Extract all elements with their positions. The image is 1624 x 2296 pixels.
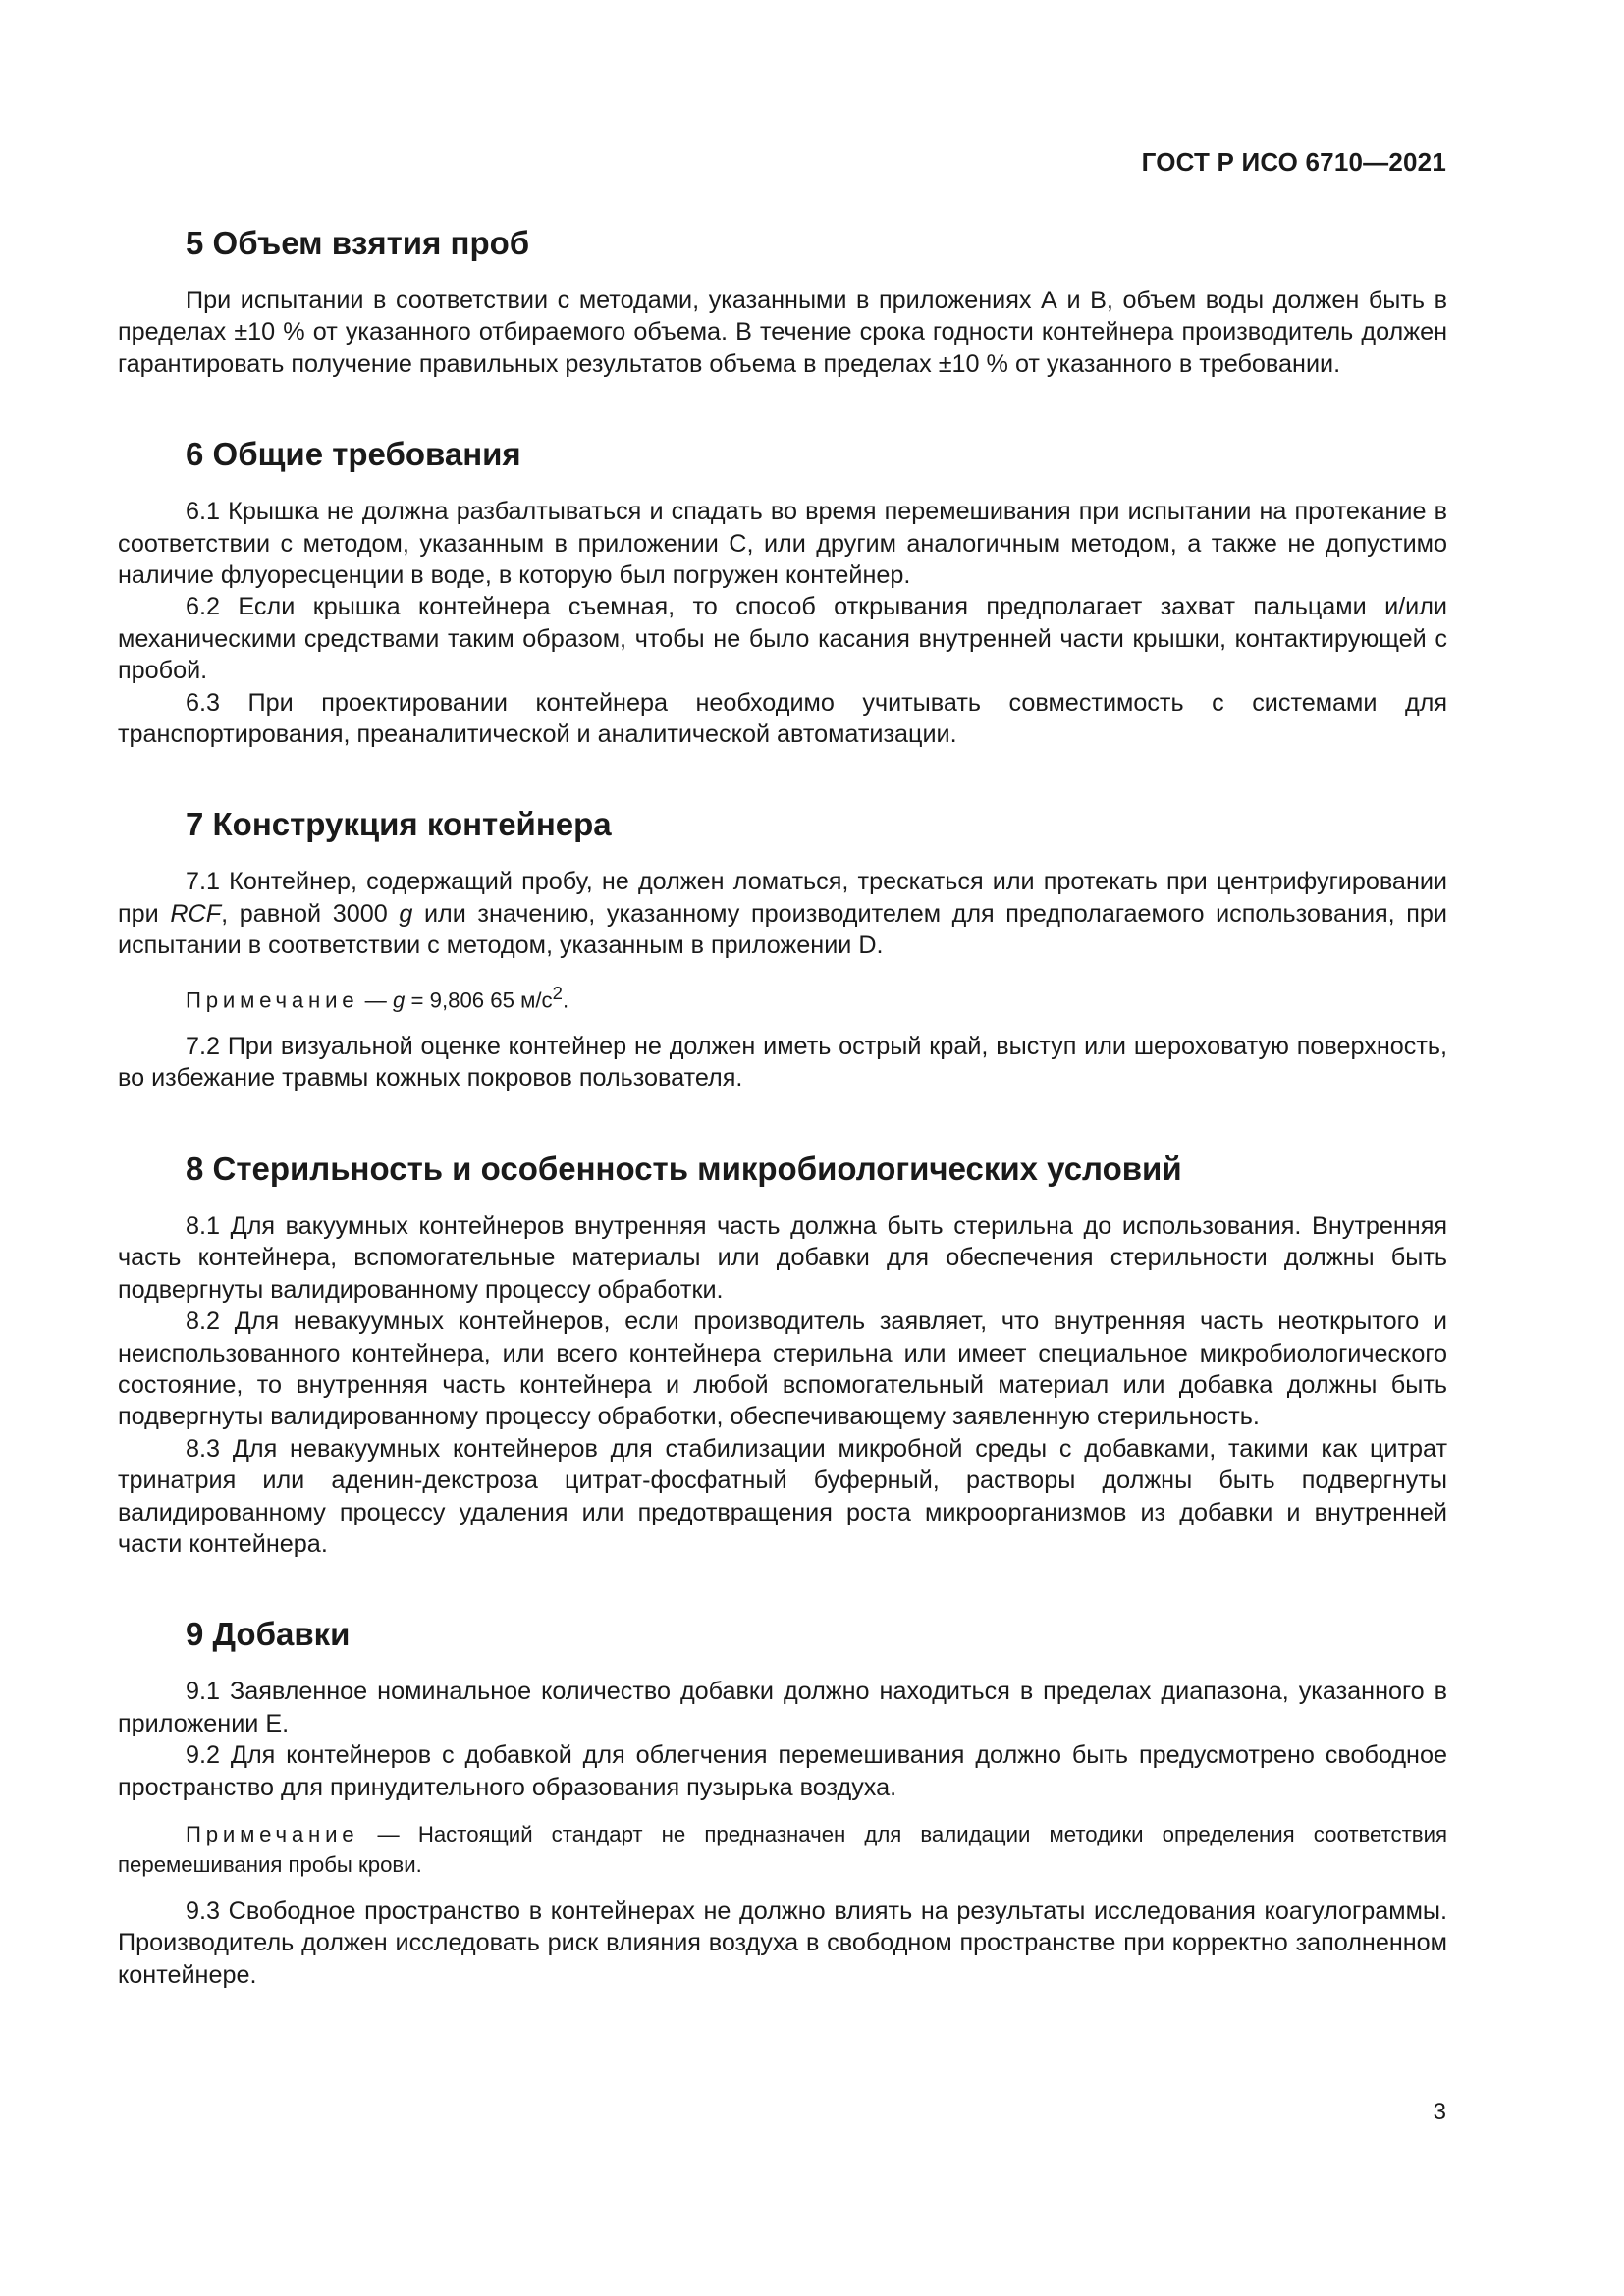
note-value: = 9,806 65 м/с xyxy=(405,988,553,1013)
clause-9-2: 9.2 Для контейнеров с добавкой для облегчения перемешивания должно быть предусмотрено свободное пространство для принудительного образования пузырька воздуха. xyxy=(118,1741,1447,1801)
clause-6-2: 6.2 Если крышка контейнера съемная, то способ открывания предполагает захват пальцами и/или механическими средствами таким образом, чтобы не было касания внутренней части крышки, контактирующей с пробой. xyxy=(118,593,1447,685)
note-label: Примечание xyxy=(186,1821,359,1846)
note-superscript: 2 xyxy=(552,982,563,1003)
note-text: — Настоящий стандарт не предназначен для валидации методики определения соответствия перемешивания пробы крови. xyxy=(118,1821,1447,1877)
clause-9-1: 9.1 Заявленное номинальное количество добавки должно находиться в пределах диапазона, указанного в приложении Е. xyxy=(118,1678,1447,1737)
clause-6-1: 6.1 Крышка не должна разбалтываться и спадать во время перемешивания при испытании на протекание в соответствии с методом, указанным в приложении С, или другим аналогичным методом, а также не допустимо наличие флуоресценции в воде, в которую был погружен контейнер. xyxy=(118,498,1447,590)
section-6-heading: 6 Общие требования xyxy=(186,436,521,473)
rcf-term: RCF xyxy=(170,899,222,928)
page-content xyxy=(118,224,1447,1991)
clause-7-2: 7.2 При визуальной оценке контейнер не должен иметь острый край, выступ или шероховатую поверхность, во избежание травмы кожных покровов пользователя. xyxy=(118,1033,1447,1093)
clause-7-1-text-a: 7.1 Контейнер, содержащий пробу, не должен ломаться, трескаться или протекать при центрифугировании при xyxy=(118,868,1447,928)
clause-8-1: 8.1 Для вакуумных контейнеров внутренняя часть должна быть стерильна до использования. Внутренняя часть контейнера, вспомогательные материалы или добавки для обеспечения стерильности должны быть подвергнуты валидированному процессу обработки. xyxy=(118,1211,1447,1304)
note-period: . xyxy=(562,988,569,1013)
note-g-symbol: g xyxy=(392,988,406,1013)
section-5-heading: 5 Объем взятия проб xyxy=(186,225,530,261)
clause-6-3: 6.3 При проектировании контейнера необходимо учитывать совместимость с системами для транспортирования, преаналитической и аналитической автоматизации. xyxy=(118,688,1447,749)
clause-8-3: 8.3 Для невакуумных контейнеров для стабилизации микробной среды с добавками, такими как цитрат тринатрия или аденин-декстроза цитрат-фосфатный буферный, растворы должны быть подвергнуты валидированному процессу удаления или предотвращения роста микроорганизмов из добавки и внутренней части контейнера. xyxy=(118,1434,1447,1558)
clause-7-note xyxy=(118,978,1447,1015)
clause-9-note xyxy=(118,1819,1447,1880)
section-9-heading: 9 Добавки xyxy=(186,1616,351,1653)
clause-7-1-text-c: или значению, указанному производителем для предполагаемого использования, при испытании в соответствии с методом, указанным в приложении D. xyxy=(118,899,1447,960)
section-5-paragraph: При испытании в соответствии с методами, указанными в приложениях А и В, объем воды должен быть в пределах ±10 % от указанного отбираемого объема. В течение срока годности контейнера производитель должен гарантировать получение правильных результатов объема в пределах ±10 % от указанного в требовании. xyxy=(118,287,1447,378)
clause-7-1 xyxy=(118,866,1447,961)
section-7-heading: 7 Конструкция контейнера xyxy=(186,806,612,843)
clause-7-1-text-b: , равной 3000 xyxy=(221,899,400,928)
document-code: ГОСТ Р ИСО 6710—2021 xyxy=(1141,147,1446,177)
note-dash: — xyxy=(358,988,393,1013)
page-number: 3 xyxy=(1433,2099,1446,2125)
section-8-heading: 8 Стерильность и особенность микробиологических условий xyxy=(186,1149,1182,1187)
clause-8-2: 8.2 Для невакуумных контейнеров, если производитель заявляет, что внутренняя часть неоткрытого и неиспользованного контейнера, или всего контейнера стерильна или имеет специальное микробиологического состояние, то внутренняя часть контейнера и любой вспомогательный материал или добавка должны быть подвергнуты валидированному процессу обработки, обеспечивающему заявленную стерильность. xyxy=(118,1308,1447,1431)
note-label: Примечание xyxy=(186,988,359,1013)
clause-9-3: 9.3 Свободное пространство в контейнерах не должно влиять на результаты исследования коагулограммы. Производитель должен исследовать риск влияния воздуха в свободном пространстве при корректно заполненном контейнере. xyxy=(118,1896,1447,1989)
g-symbol: g xyxy=(399,899,413,928)
